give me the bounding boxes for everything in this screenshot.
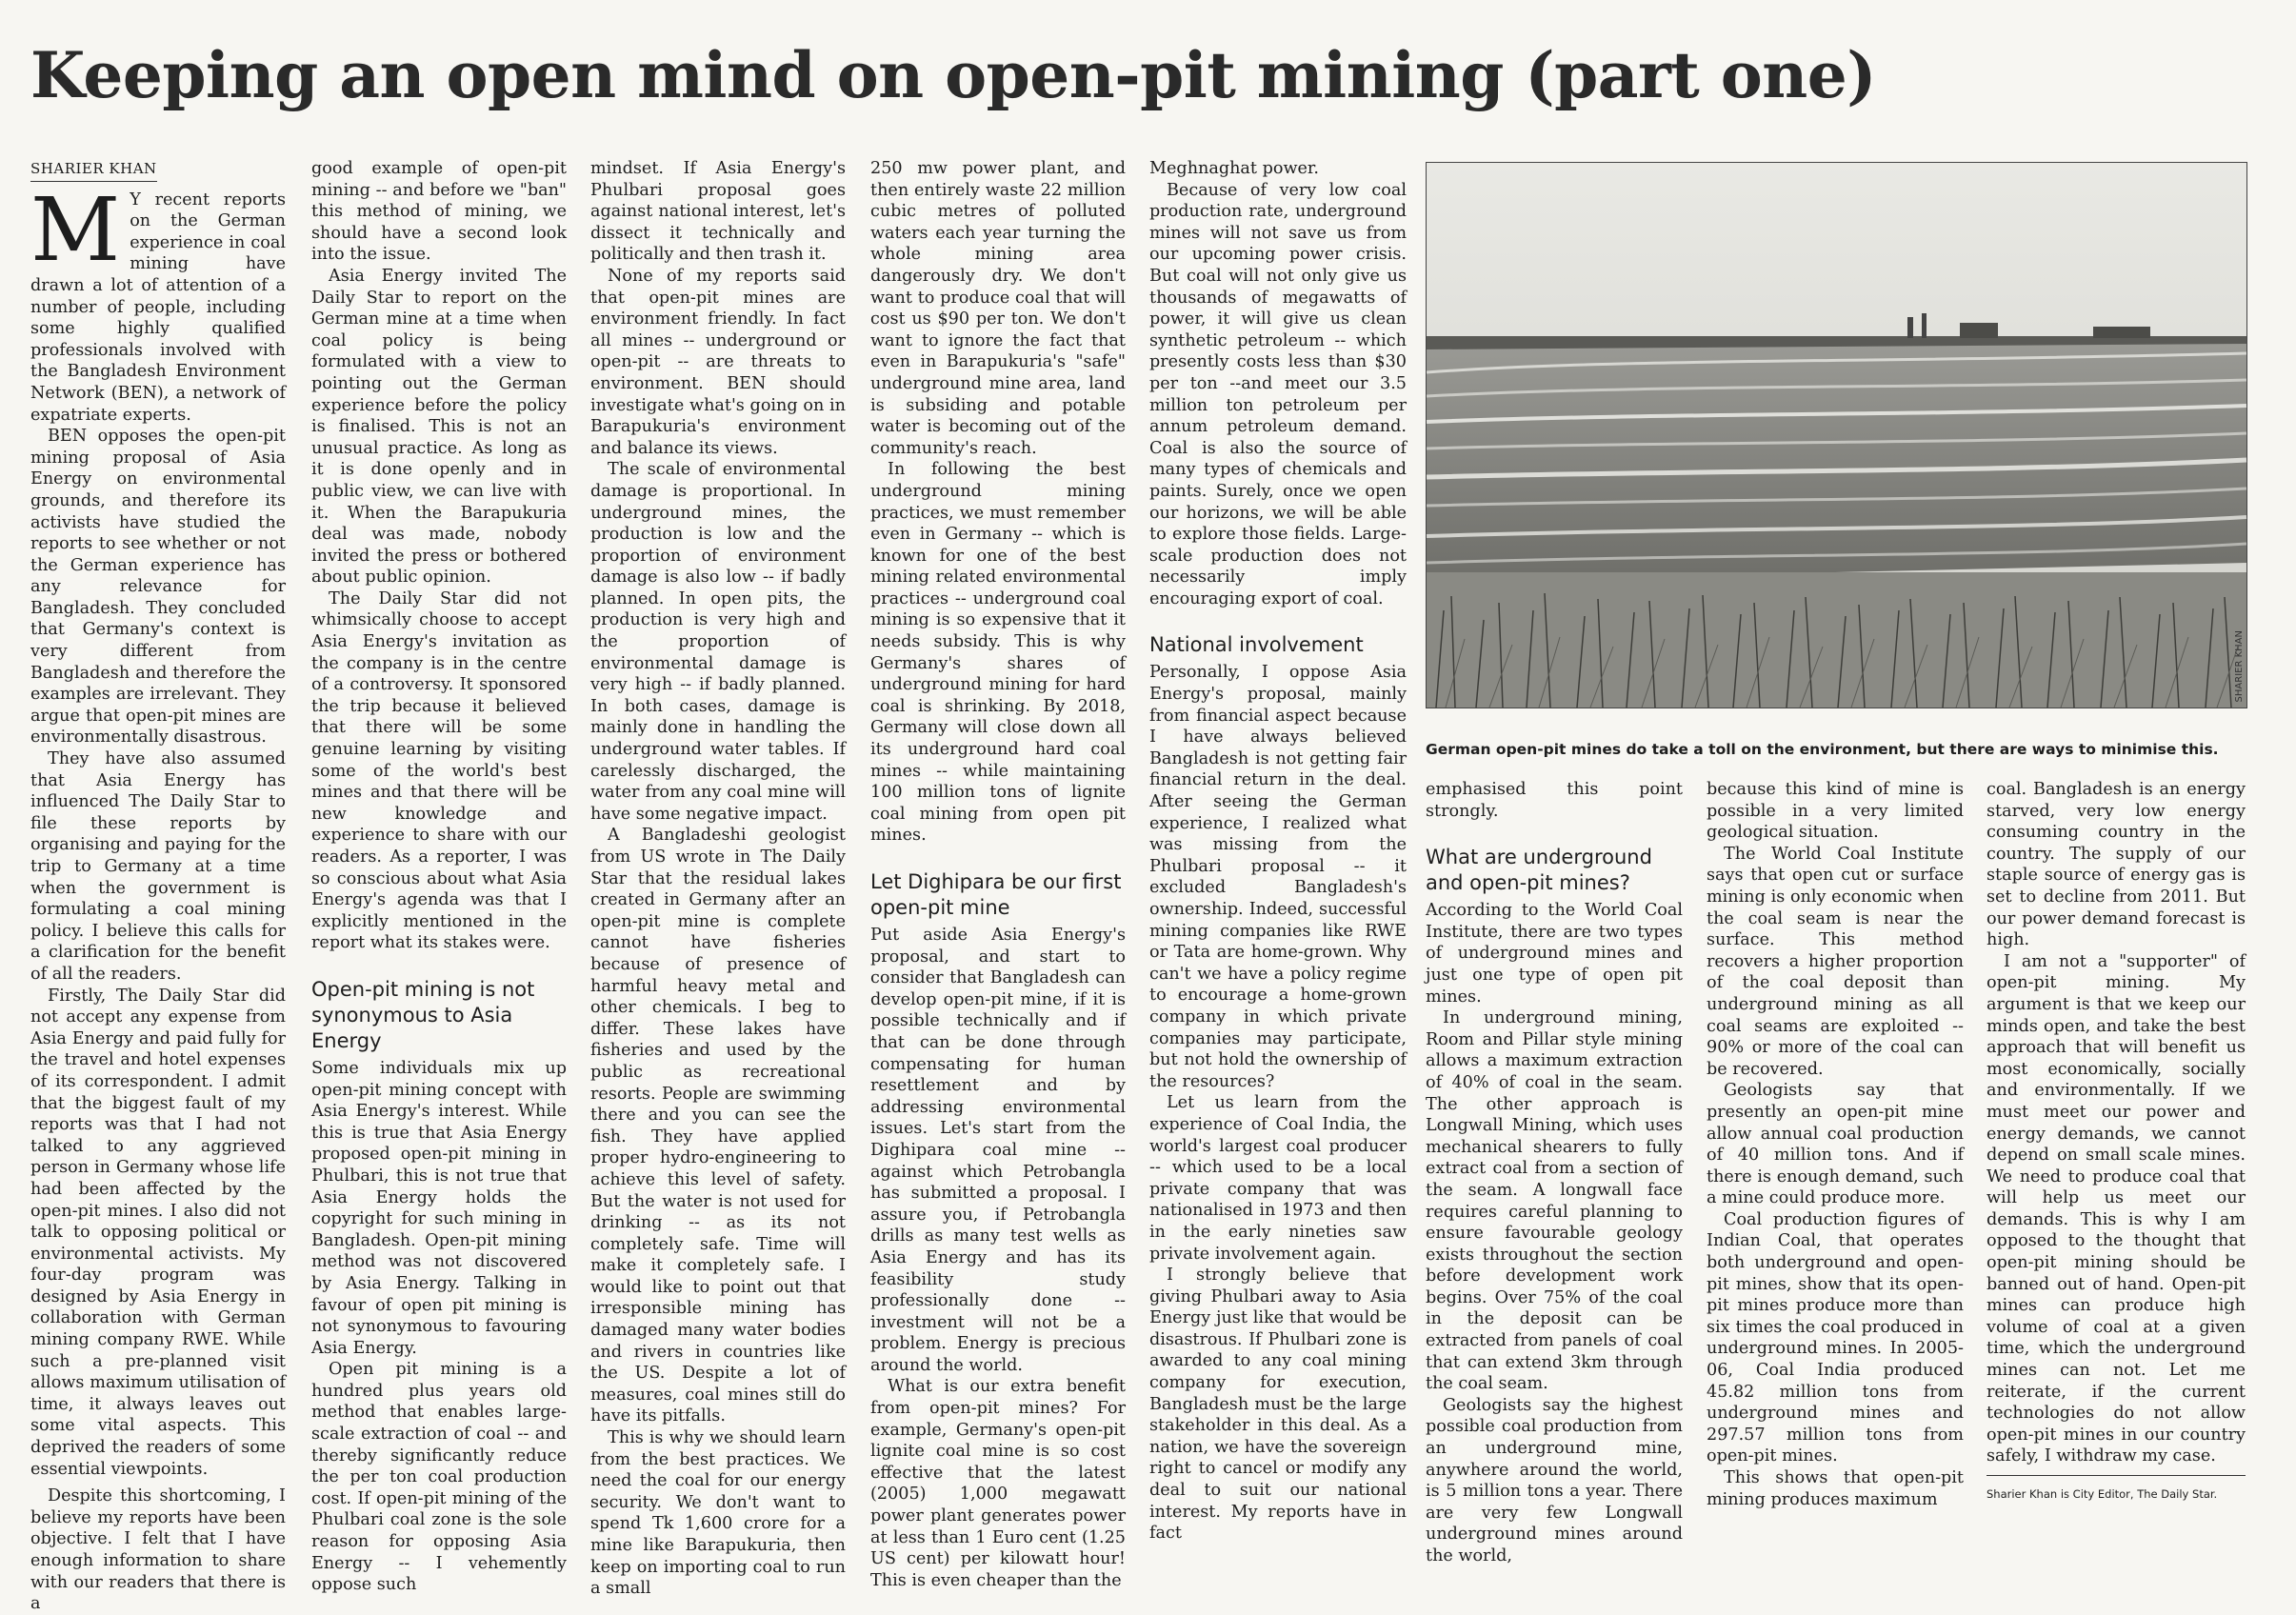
open-pit-landscape-illustration (1427, 163, 2246, 708)
paragraph: In underground mining, Room and Pillar style mining allows a maximum extraction of 40% of coal in the seam. The other approach is Longwall Mining, which uses mechanical shearers to fully extract coal from a section of the seam. A longwall face requires careful planning to ensure favourable geology exists throughout the section before development work begins. Over 75% of the coal in the deposit can be extracted from panels of coal that can extend 3km through the coal seam. (1426, 1008, 1683, 1394)
paragraph: None of my reports said that open-pit mines are environment friendly. In fact all mines -- underground or open-pit -- are threats to environment. BEN should investigate what's going on in Barapukuria's environment and balance its views. (590, 266, 846, 458)
paragraph: Firstly, The Daily Star did not accept any expense from Asia Energy and paid fully for the travel and hotel expenses of its correspondent. I admit that the biggest fault of my reports was that I had not talked to any aggrieved person in Germany whose life had been affected by the open-pit mines. I also did not talk to opposing political or environmental activists. My four-day program was designed by Asia Energy in collaboration with German mining company RWE. While such a pre-planned visit allows maximum utilisation of time, it always leaves out some vital aspects. This deprived the readers of some essential viewpoints. (30, 986, 286, 1479)
paragraph: Personally, I oppose Asia Energy's proposal, mainly from financial aspect because I have always believed Bangladesh is not getting fair financial return in the deal. After seeing the German experience, I realized what was missing from the Phulbari proposal -- it excluded Bangladesh's ownership. Indeed, successful mining companies like RWE or Tata are home-grown. Why can't we have a policy regime to encourage a home-grown company in which private companies may participate, but not hold the ownership of the resources? (1149, 663, 1407, 1091)
photo-caption: German open-pit mines do take a toll on the environment, but there are ways to minimise this. (1426, 741, 2219, 758)
paragraph: Geologists say that presently an open-pit mine allow annual coal production of 40 million tons. And if there is enough demand, such a mine could produce more. (1707, 1081, 1964, 1208)
paragraph: Let us learn from the experience of Coal India, the world's largest coal producer -- which used to be a local private company that was nationalised in 1973 and then in the early nineties saw private involvement again. (1149, 1093, 1407, 1264)
subhead-dighipara: Let Dighipara be our first open-pit mine (870, 870, 1122, 919)
paragraph: M Y recent reports on the German experience in coal mining have drawn a lot of attention of a number of people, including some highly qualified professionals involved with the Bangladesh Environment Network (BEN), a network of expatriate experts. (30, 178, 286, 425)
paragraph: I strongly believe that giving Phulbari away to Asia Energy just like that would be disastrous. If Phulbari zone is awarded to any coal mining company for execution, Bangladesh must be the large stakeholder in this deal. As a nation, we have the sovereign right to cancel or modify any deal to suit our national interest. My reports have in fact (1149, 1266, 1407, 1544)
paragraph: What is our extra benefit from open-pit mines? For example, Germany's open-pit lignite coal mine is so cost effective that the latest (2005) 1,000 megawatt power plant generates power at less than 1 Euro cent (1.25 US cent) per kilowatt hour! This is even cheaper than the (870, 1377, 1126, 1590)
paragraph: The Daily Star did not whimsically choose to accept Asia Energy's invitation as the company is in the centre of a controversy. It sponsored the trip because it believed that there will be some genuine learning by visiting some of the world's best mines and that there will be new knowledge and experience to share with our readers. As a reporter, I was so conscious about what Asia Energy's agenda was that I explicitly mentioned in the report what its stakes were. (311, 588, 567, 953)
paragraph: emphasised this point strongly. (1426, 780, 1683, 821)
column-2 (311, 158, 567, 1595)
paragraph: 250 mw power plant, and then entirely waste 22 million cubic metres of polluted waters each year turning the whole mining area dangerously dry. We don't want to produce coal that will cost us $90 per ton. We don't want to ignore the fact that even in Barapukuria's "safe" underground mine area, land is subsiding and potable water is becoming out of the community's reach. (870, 159, 1126, 458)
paragraph: The scale of environmental damage is proportional. In underground mines, the production is low and the proportion of environment damage is also low -- if badly planned. In open pits, the production is very high and the proportion of environmental damage is very high -- if badly planned. In both cases, damage is mainly done in handling the underground water tables. If carelessly discharged, the water from any coal mine will have some negative impact. (590, 460, 846, 824)
paragraph: Open pit mining is a hundred plus years old method that enables large-scale extraction of coal -- and thereby significantly reduce the per ton coal production cost. If open-pit mining of the Phulbari coal zone is the sole reason for opposing Asia Energy -- I vehemently oppose such (311, 1360, 567, 1595)
paragraph: Put aside Asia Energy's proposal, and start to consider that Bangladesh can develop open-pit mine, if it is possible technically and if that can be done through compensating for human resettlement and by addressing environmental issues. Let's start from the Dighipara coal mine -- against which Petrobangla has submitted a proposal. I assure you, if Petrobangla drills as many test wells as Asia Energy and has its feasibility study professionally done -- investment will not be a problem. Energy is precious around the world. (870, 926, 1126, 1375)
paragraph: A Bangladeshi geologist from US wrote in The Daily Star that the residual lakes created in Germany after an open-pit mine is complete cannot have fisheries because of presence of harmful heavy metal and other chemicals. I beg to differ. These lakes have fisheries and used by the public as recreational resorts. People are swimming there and you can see the fish. They have applied proper hydro-engineering to achieve this level of safety. But the water is not used for drinking -- as its not completely safe. Time will make it completely safe. I would like to point out that irresponsible mining has damaged many water bodies and rivers in countries like the US. Despite a lot of measures, coal mines still do have its pitfalls. (590, 826, 846, 1426)
photo-credit: SHARIER KHAN (2234, 629, 2245, 702)
paragraph: Coal production figures of Indian Coal, that operates both underground and open-pit mines, show that its open-pit mines produce more than six times the coal produced in underground mines. In 2005-06, Coal India produced 45.82 million tons from underground mines and 297.57 million tons from open-pit mines. (1707, 1209, 1964, 1466)
paragraph: They have also assumed that Asia Energy has influenced The Daily Star to file these reports by organising and paying for the trip to Germany at a time when the government is formulating a coal mining policy. I believe this calls for a clarification for the benefit of all the readers. (30, 749, 286, 984)
column-3 (590, 158, 846, 1599)
paragraph: BEN opposes the open-pit mining proposal of Asia Energy on environmental grounds, and therefore its activists have studied the reports to see whether or not the German experience has any relevance for Bangladesh. They concluded that Germany's context is very different from Bangladesh and therefore the examples are irrelevant. They argue that open-pit mines are environmentally disastrous. (30, 427, 286, 748)
paragraph: In following the best underground mining practices, we must remember even in Germany -- which is known for one of the best mining related environmental practices -- underground coal mining is so expensive that it needs subsidy. This is why Germany's shares of underground mining for hard coal is shrinking. By 2018, Germany will close down all its underground hard coal mines -- while maintaining 100 million tons of lignite coal mining from open pit mines. (870, 460, 1126, 846)
paragraph: Despite this shortcoming, I believe my reports have been objective. I felt that I have enough information to share with our readers that there is a (30, 1486, 286, 1614)
column-6 (1426, 779, 1683, 1565)
paragraph: good example of open-pit mining -- and before we "ban" this method of mining, we should have a second look into the issue. (311, 159, 567, 265)
column-7 (1707, 779, 1964, 1508)
paragraph: The World Coal Institute says that open cut or surface mining is only economic when the coal seam is near the surface. This method recovers a higher proportion of the coal deposit than underground mining as all coal seams are exploited -- 90% or more of the coal can be recovered. (1707, 844, 1964, 1079)
paragraph: According to the World Coal Institute, there are two types of underground mines and just one type of open pit mines. (1426, 901, 1683, 1007)
paragraph: Meghnaghat power. (1149, 159, 1319, 178)
paragraph: Because of very low coal production rate, underground mines will not save us from our upcoming power crisis. But coal will not only give us thousands of megawatts of power, it will give us clean synthetic petroleum -- which presently costs less than $30 per ton --and meet our 3.5 million ton petroleum per annum petroleum demand. Coal is also the source of many types of chemicals and paints. Surely, once we open our horizons, we will be able to explore those fields. Large-scale production does not necessarily imply encouraging export of coal. (1149, 180, 1407, 608)
column-8 (1987, 779, 2246, 1470)
subhead-national: National involvement (1149, 633, 1364, 657)
byline: SHARIER KHAN (30, 158, 157, 182)
paragraph: This is why we should learn from the best practices. We need the coal for our energy security. We don't want to spend Tk 1,600 crore for a mine like Barapukuria, then keep on importing coal to run a small (590, 1428, 846, 1599)
paragraph: Some individuals mix up open-pit mining concept with Asia Energy's interest. While this is true that Asia Energy proposed open-pit mining in Phulbari, this is not true that Asia Energy holds the copyright for such mining in Bangladesh. Open-pit mining method was not discovered by Asia Energy. Talking in favour of open pit mining is not synonymous to favouring Asia Energy. (311, 1058, 567, 1358)
headline: Keeping an open mind on open-pit mining (part one) (30, 38, 1876, 112)
paragraph: I am not a "supporter" of open-pit mining. My argument is that we keep our minds open, and take the best approach that will benefit us most economically, socially and environmentally. If we must meet our power and energy demands, we cannot depend on small scale mines. We need to produce coal that will help us meet our demands. This is why I am opposed to the thought that open-pit mining should be banned out of hand. Open-pit mines can produce high volume of coal at a given time, which the underground mines can not. Let me reiterate, if the current technologies do not allow open-pit mines in our country safely, I withdraw my case. (1987, 951, 2246, 1466)
footnote-rule (1987, 1475, 2246, 1476)
subhead-underground: What are underground and open-pit mines? (1426, 846, 1652, 895)
paragraph: because this kind of mine is possible in a very limited geological situation. (1707, 780, 1964, 843)
paragraph: Geologists say the highest possible coal production from an underground mine, anywhere around the world, is 5 million tons a year. There are very few Longwall underground mines around the world, (1426, 1395, 1683, 1565)
author-footnote: Sharier Khan is City Editor, The Daily Star. (1987, 1487, 2218, 1501)
paragraph: mindset. If Asia Energy's Phulbari proposal goes against national interest, let's dissect it technically and politically and then trash it. (590, 159, 846, 265)
subhead-open-pit: Open-pit mining is not synonymous to Asia Energy (311, 977, 535, 1052)
paragraph: Asia Energy invited The Daily Star to report on the German mine at a time when coal policy is being formulated with a view to pointing out the German experience before the policy is finalised. This is not an unusual practice. As long as it is done openly and in public view, we can live with it. When the Barapukuria deal was made, nobody invited the press or bothered about public opinion. (311, 266, 567, 588)
column-5 (1149, 158, 1407, 1544)
column-1 (30, 158, 286, 1614)
paragraph: coal. Bangladesh is an energy starved, very low energy consuming country in the country. The supply of our staple source of energy gas is set to decline from 2011. But our power demand forecast is high. (1987, 780, 2246, 950)
paragraph: This shows that open-pit mining produces maximum (1707, 1468, 1964, 1509)
drop-cap: M (30, 178, 121, 281)
column-4 (870, 158, 1126, 1590)
mine-photo (1426, 162, 2247, 708)
